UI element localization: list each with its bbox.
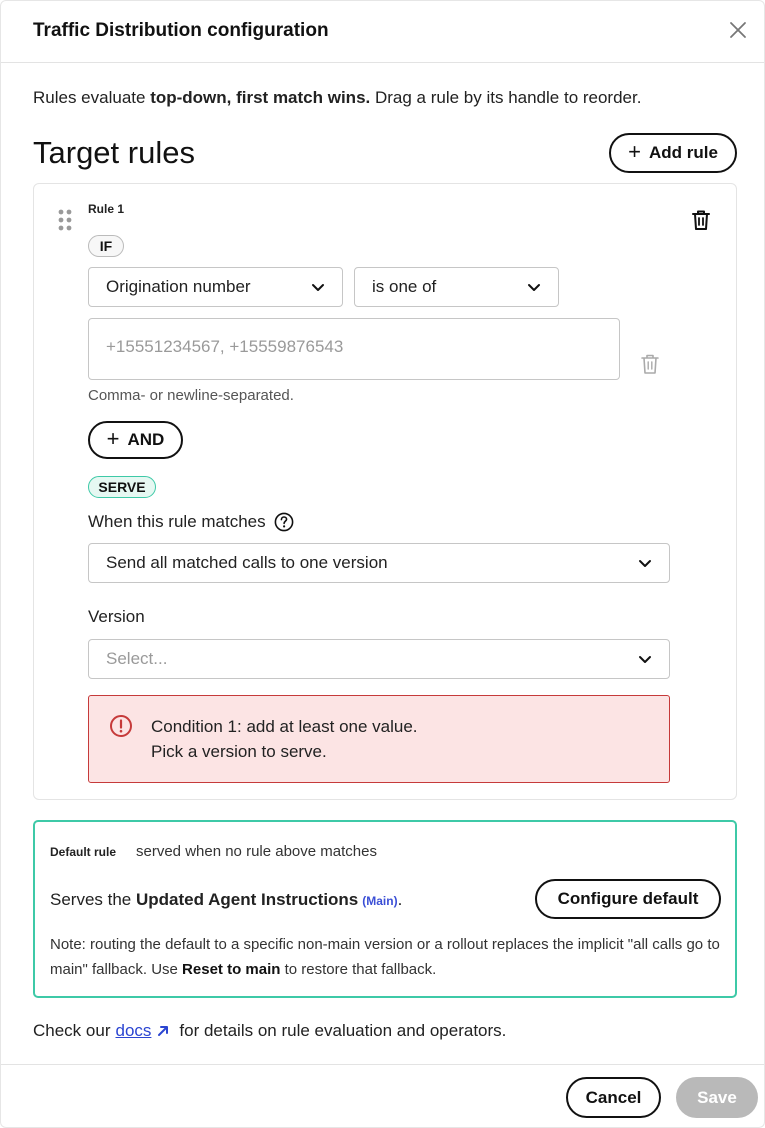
when-matches-label [88, 512, 294, 532]
docs-text [33, 1021, 506, 1041]
rule-name: Rule 1 [88, 202, 125, 216]
add-rule-label: Add rule [648, 143, 718, 162]
trash-icon[interactable] [689, 208, 713, 232]
condition-values-input[interactable] [88, 318, 620, 380]
add-rule-button[interactable] [609, 133, 737, 173]
trash-icon[interactable] [640, 353, 660, 375]
error-icon [109, 714, 133, 738]
cancel-button[interactable]: Cancel [566, 1077, 661, 1118]
default-rule-card [33, 820, 737, 998]
default-serves-text [50, 890, 402, 910]
chevron-down-icon [526, 279, 542, 295]
save-button[interactable]: Save [676, 1077, 758, 1118]
serves-suffix: . [397, 890, 403, 909]
note-emphasis: Reset to main [182, 961, 281, 978]
default-rule-note [50, 932, 720, 982]
configure-default-button[interactable]: Configure default [535, 879, 721, 919]
intro-suffix: Drag a rule by its handle to reorder. [370, 88, 642, 107]
plus-icon: + [106, 426, 120, 451]
chevron-down-icon [637, 555, 653, 571]
and-label: AND [127, 430, 165, 449]
intro-emphasis: top-down, first match wins. [150, 88, 371, 107]
default-version-name: Updated Agent Instructions [136, 890, 359, 909]
default-rule-subtitle: served when no rule above matches [136, 843, 377, 860]
drag-handle-icon[interactable] [58, 209, 72, 231]
if-badge: IF [88, 235, 124, 257]
docs-link[interactable]: docs [115, 1021, 152, 1040]
serve-mode-select[interactable] [88, 543, 670, 583]
version-label: Version [88, 607, 145, 626]
error-message: Pick a version to serve. [151, 742, 327, 761]
version-placeholder: Select... [106, 649, 168, 668]
dialog-header [1, 1, 765, 63]
note-prefix: Note: routing the default to a specific non-main version or a rollout replaces the implicit "all calls go to main" fallback. Use [50, 936, 720, 978]
docs-prefix: Check our [33, 1021, 111, 1040]
intro-prefix: Rules evaluate [33, 88, 151, 107]
condition-helper-text: Comma- or newline-separated. [88, 387, 294, 404]
error-message: Condition 1: add at least one value. [151, 717, 418, 736]
default-rule-title: Default rule [50, 845, 117, 859]
docs-suffix: for details on rule evaluation and operators. [179, 1021, 507, 1040]
condition-field-value: Origination number [106, 277, 251, 296]
dialog-footer [1, 1064, 765, 1128]
condition-operator-select[interactable] [354, 267, 559, 307]
note-suffix: to restore that fallback. [280, 961, 437, 978]
help-icon[interactable] [274, 512, 294, 532]
dialog-title: Traffic Distribution configuration [33, 20, 329, 41]
serves-prefix: Serves the [50, 890, 136, 909]
target-rules-title: Target rules [33, 135, 195, 170]
intro-text [33, 88, 641, 108]
close-icon[interactable] [725, 17, 751, 43]
rule-card [33, 183, 737, 800]
plus-icon: + [628, 139, 641, 164]
chevron-down-icon [310, 279, 326, 295]
chevron-down-icon [637, 651, 653, 667]
when-matches-text: When this rule matches [88, 512, 266, 531]
validation-error-box [88, 695, 670, 783]
main-tag: (Main) [362, 894, 398, 908]
version-select[interactable] [88, 639, 670, 679]
add-and-condition-button[interactable] [88, 421, 183, 459]
serve-badge: SERVE [88, 476, 156, 498]
condition-operator-value: is one of [372, 277, 437, 296]
external-link-icon[interactable] [155, 1023, 171, 1039]
serve-mode-value: Send all matched calls to one version [106, 553, 388, 572]
condition-field-select[interactable] [88, 267, 343, 307]
